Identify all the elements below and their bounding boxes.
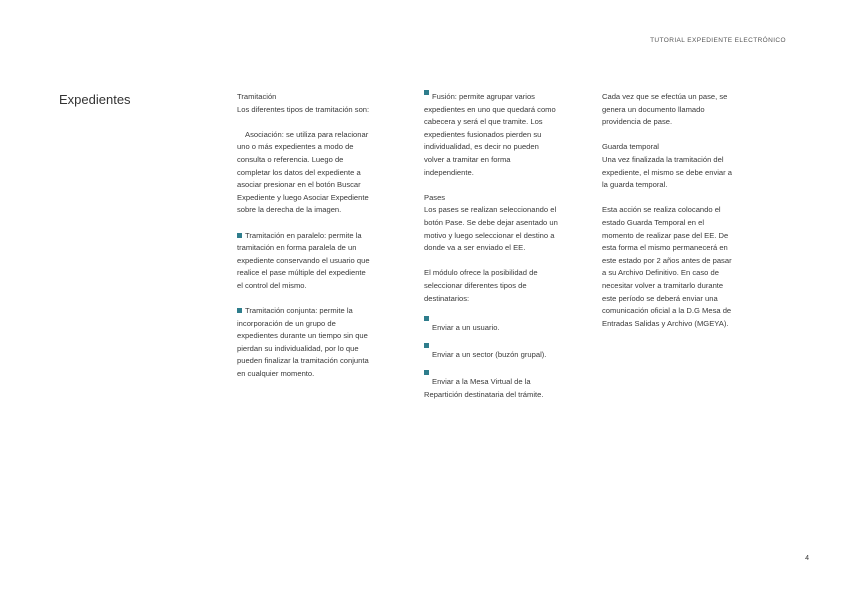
text-line: Tramitación en paralelo: permite la <box>245 230 362 240</box>
text-line: momento de realizar pase del EE. De <box>602 230 729 240</box>
text-line: a su Archivo Definitivo. En caso de <box>602 268 719 278</box>
text-line: el control del mismo. <box>237 280 307 290</box>
text-line: pierdan su individualidad, por lo que <box>237 343 359 353</box>
modulo-paragraph <box>424 267 584 305</box>
pases-paragraph <box>424 192 584 255</box>
tramitacion-heading: Tramitación <box>237 92 277 101</box>
column-tramitacion <box>237 91 402 381</box>
text-line: este estado por 2 años antes de pasar <box>602 255 732 265</box>
text-line: Enviar a la Mesa Virtual de la <box>432 377 531 387</box>
square-bullet-icon <box>424 370 429 375</box>
fusion-paragraph <box>424 91 584 179</box>
square-bullet-icon <box>424 343 429 348</box>
text-line: donde va a ser enviado el EE. <box>424 243 526 253</box>
text-line: providencia de pase. <box>602 117 673 127</box>
providencia-paragraph <box>602 91 757 129</box>
paralelo-paragraph <box>237 230 402 293</box>
asociacion-paragraph <box>237 129 402 217</box>
column-fusion-pases <box>424 91 584 401</box>
destinatario-item <box>424 340 584 361</box>
text-line: asociar presionar en el botón Buscar <box>237 180 361 190</box>
text-line: en cualquier momento. <box>237 369 315 379</box>
text-line: expediente, el mismo se debe enviar a <box>602 167 733 177</box>
text-line: expedientes en uno que quedará como <box>424 104 556 114</box>
text-line: cabecera y será el que tramite. Los <box>424 117 543 127</box>
text-line: Enviar a un usuario. <box>432 322 500 332</box>
guarda-heading: Guarda temporal <box>602 142 659 152</box>
text-line: sobre la derecha de la imagen. <box>237 205 342 215</box>
text-line: destinatarios: <box>424 293 470 303</box>
text-line: volver a tramitar en forma <box>424 154 511 164</box>
text-line: Esta acción se realiza colocando el <box>602 205 721 215</box>
conjunta-paragraph <box>237 305 402 381</box>
text-line: Enviar a un sector (buzón grupal). <box>432 349 547 359</box>
text-line: pueden finalizar la tramitación conjunta <box>237 356 369 366</box>
text-line: realice el pase múltiple del expediente <box>237 268 366 278</box>
text-line: expedientes fusionados pierden su <box>424 129 542 139</box>
text-line: El módulo ofrece la posibilidad de <box>424 268 538 278</box>
text-line: estado Guarda Temporal en el <box>602 217 705 227</box>
text-line: Los pases se realizan seleccionando el <box>424 205 557 215</box>
text-line: Una vez finalizada la tramitación del <box>602 154 724 164</box>
text-line: motivo y luego seleccionar el destino a <box>424 230 555 240</box>
text-line: comunicación oficial a la D.G Mesa de <box>602 306 732 316</box>
guarda-paragraph <box>602 141 757 191</box>
text-line: Cada vez que se efectúa un pase, se <box>602 92 728 101</box>
text-line: expediente conservando el usuario que <box>237 255 370 265</box>
text-line: independiente. <box>424 167 474 177</box>
text-line: genera un documento llamado <box>602 104 705 114</box>
text-line: la guarda temporal. <box>602 180 668 190</box>
destinatario-item <box>424 313 584 334</box>
section-title: Expedientes <box>59 92 131 107</box>
square-bullet-icon <box>237 308 242 313</box>
text-line: expedientes durante un tiempo sin que <box>237 331 368 341</box>
page-number: 4 <box>805 555 809 562</box>
text-line: uno o más expedientes a modo de <box>237 142 354 152</box>
text-line: necesitar volver a tramitarlo durante <box>602 280 724 290</box>
accion-paragraph <box>602 204 757 330</box>
destinatario-item <box>424 367 584 401</box>
text-line: este período se deberá enviar una <box>602 293 718 303</box>
text-line: incorporación de un grupo de <box>237 318 336 328</box>
text-line: individualidad, es decir no pueden <box>424 142 539 152</box>
pases-heading: Pases <box>424 192 446 202</box>
square-bullet-icon <box>237 233 242 238</box>
text-line: Tramitación conjunta: permite la <box>245 306 353 316</box>
tramitacion-intro: Los diferentes tipos de tramitación son: <box>237 104 370 114</box>
text-line: Asociación: se utiliza para relacionar <box>245 129 369 139</box>
text-line: completar los datos del expediente a <box>237 167 361 177</box>
document-header-title: TUTORIAL EXPEDIENTE ELECTRÓNICO <box>650 37 786 44</box>
square-bullet-icon <box>424 90 429 95</box>
text-line: Entradas Salidas y Archivo (MGEYA). <box>602 318 729 328</box>
text-line: Fusión: permite agrupar varios <box>432 92 535 101</box>
text-line: botón Pase. Se debe dejar asentado un <box>424 217 558 227</box>
text-line: Expediente y luego Asociar Expediente <box>237 192 369 202</box>
text-line: seleccionar diferentes tipos de <box>424 280 527 290</box>
column-guarda-temporal <box>602 91 757 330</box>
text-line: tramitación en forma paralela de un <box>237 243 357 253</box>
text-line: consulta o referencia. Luego de <box>237 154 344 164</box>
square-bullet-icon <box>424 316 429 321</box>
text-line: esta forma el mismo permanecerá en <box>602 243 728 253</box>
text-line: Repartición destinataria del trámite. <box>424 389 544 399</box>
